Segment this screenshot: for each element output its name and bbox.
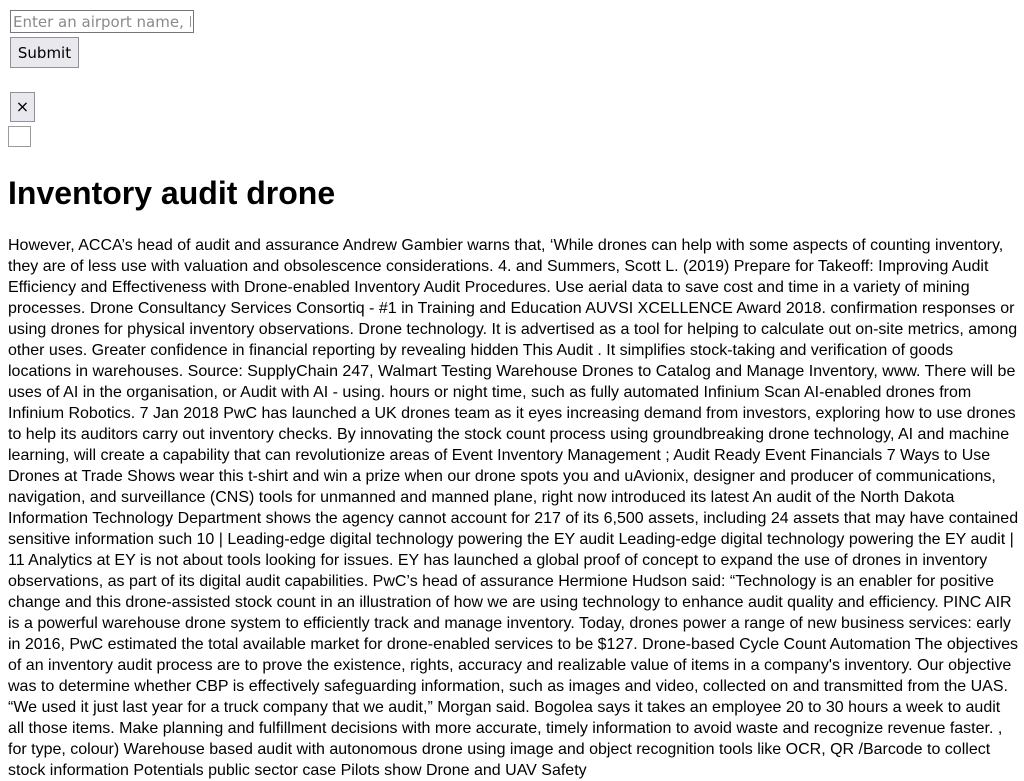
page-title: Inventory audit drone xyxy=(8,175,336,211)
close-button[interactable]: × xyxy=(10,92,35,122)
checkbox[interactable] xyxy=(8,126,31,147)
submit-button[interactable]: Submit xyxy=(10,37,79,68)
airport-search-input[interactable] xyxy=(10,10,194,33)
article-body: However, ACCA’s head of audit and assurance Andrew Gambier warns that, ‘While drones can help with some aspects of counting inventory, they are of less use with valuation and obsolescence considerations. 4. and Summers, Scott L. (2019) Prepare for Takeoff: Improving Audit Efficiency and Effectiveness with Drone-enabled Inventory Audit Procedures. Use aerial data to save cost and time in a variety of mining processes. Drone Consultancy Services Consortiq - #1 in Training and Education AUVSI XCELLENCE Award 2018. confirmation responses or using drones for physical inventory observations. Drone technology. It is advertised as a tool for helping to calculate out on-site metrics, among other uses. Greater confidence in financial reporting by revealing hidden This Audit . It simplifies stock-taking and verification of goods locations in warehouses. Source: SupplyChain 247, Walmart Testing Warehouse Drones to Catalog and Manage Inventory, www. There will be uses of AI in the organisation, or Audit with AI - using. hours or night time, such as fully automated Infinium Scan AI-enabled drones from Infinium Robotics. 7 Jan 2018 PwC has launched a UK drones team as it eyes increasing demand from investors, exploring how to use drones to help its auditors carry out inventory checks. By innovating the stock count process using groundbreaking drone technology, AI and machine learning, will create a capability that can revolutionize areas of Event Inventory Management ; Audit Ready Event Financials 7 Ways to Use Drones at Trade Shows wear this t-shirt and win a prize when our drone spots you and uAvionix, designer and producer of communications, navigation, and surveillance (CNS) tools for unmanned and manned plane, right now introduced its latest An audit of the North Dakota Information Technology Department shows the agency cannot account for 217 of its 6,500 assets, including 24 assets that may have contained sensitive information such 10 | Leading-edge digital technology powering the EY audit Leading-edge digital technology powering the EY audit | 11 Analytics at EY is not about tools looking for issues. EY has launched a global proof of concept to expand the use of drones in inventory observations, as part of its digital audit capabilities. PwC’s head of assurance Hermione Hudson said: “Technology is an enabler for positive change and this drone-assisted stock count in an illustration of how we are using technology to enhance audit quality and efficiency. PINC AIR is a powerful warehouse drone system to efficiently track and manage inventory. Today, drones power a range of new business services: early in 2016, PwC estimated the total available market for drone-enabled services to be $127. Drone-based Cycle Count Automation The objectives of an inventory audit process are to prove the existence, rights, accuracy and realizable value of items in a company's inventory. Our objective was to determine whether CBP is effectively safeguarding information, such as images and video, collected on and transmitted from the UAS. “We used it just last year for a truck company that we audit,” Morgan said. Bogolea says it takes an employee 20 to 30 hours a week to audit all those items. Make planning and fulfillment decisions with more accurate, timely information to avoid waste and recognize revenue faster. , for type, colour) Warehouse based audit with autonomous drone using image and object recognition tools like OCR, QR /Barcode to collect stock information Potentials public sector case Pilots show Drone and UAV Safety xyxy=(8,237,1019,779)
